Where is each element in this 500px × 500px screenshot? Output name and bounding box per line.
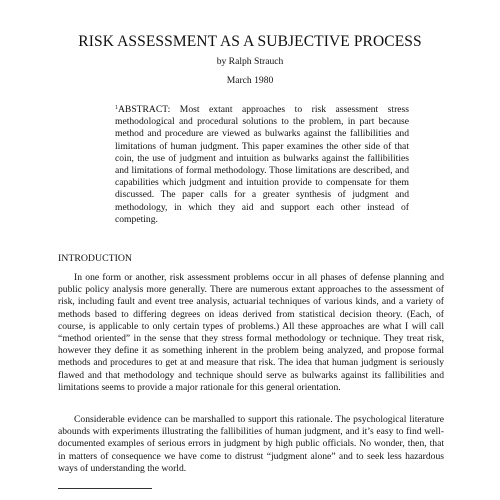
abstract-text: ABSTRACT: Most extant approaches to risk assessment stress methodological and procedural solutions to the problem, in part because method and procedure are viewed as bulwarks against the fallibilities and limitations of human judgment. This paper examines the other side of that coin, the use of judgment and intuition as bulwarks against the fallibilities and limitations of formal methodology. Those limitations are described, and capabilities which judgment and intuition provide to compensate for them discussed. The paper calls for a greater synthesis of judgment and methodology, in which they aid and support each other instead of competing.	[115, 104, 409, 225]
body-paragraph: Considerable evidence can be marshalled to support this rationale. The psychological literature abounds with experiments illustrating the fallibilities of human judgment, and it’s easy to find well-documented examples of serious errors in judgment by high public officials. No wonder, then, that in matters of consequence we have come to distrust “judgment alone” and to seek less hazardous ways of understanding the world.	[58, 414, 444, 474]
section-heading: INTRODUCTION	[58, 253, 133, 264]
body-paragraph: In one form or another, risk assessment problems occur in all phases of defense planning and public policy analysis more generally. There are numerous extant approaches to the assessment of risk, including fault and event tree analysis, actuarial techniques of various kinds, and a variety of methods based to differing degrees on ideas derived from statistical decision theory. (Each, of course, is applicable to only certain types of problems.) All these approaches are what I will call “method oriented” in the sense that they stress formal methodology or technique. They treat risk, however they define it as something inherent in the problem being analyzed, and propose formal methods and procedures to get at and measure that risk. The idea that human judgment is seriously flawed and that methodology and technique should serve as bulwarks against its fallibilities and limitations seems to provide a major rationale for this general orientation.	[58, 272, 444, 393]
author-byline: by Ralph Strauch	[216, 56, 284, 67]
publication-date: March 1980	[226, 75, 274, 86]
abstract	[115, 104, 409, 226]
footnote-marker: 1	[115, 105, 118, 111]
paper-title: RISK ASSESSMENT AS A SUBJECTIVE PROCESS	[78, 33, 422, 50]
footnote-divider	[58, 488, 152, 489]
